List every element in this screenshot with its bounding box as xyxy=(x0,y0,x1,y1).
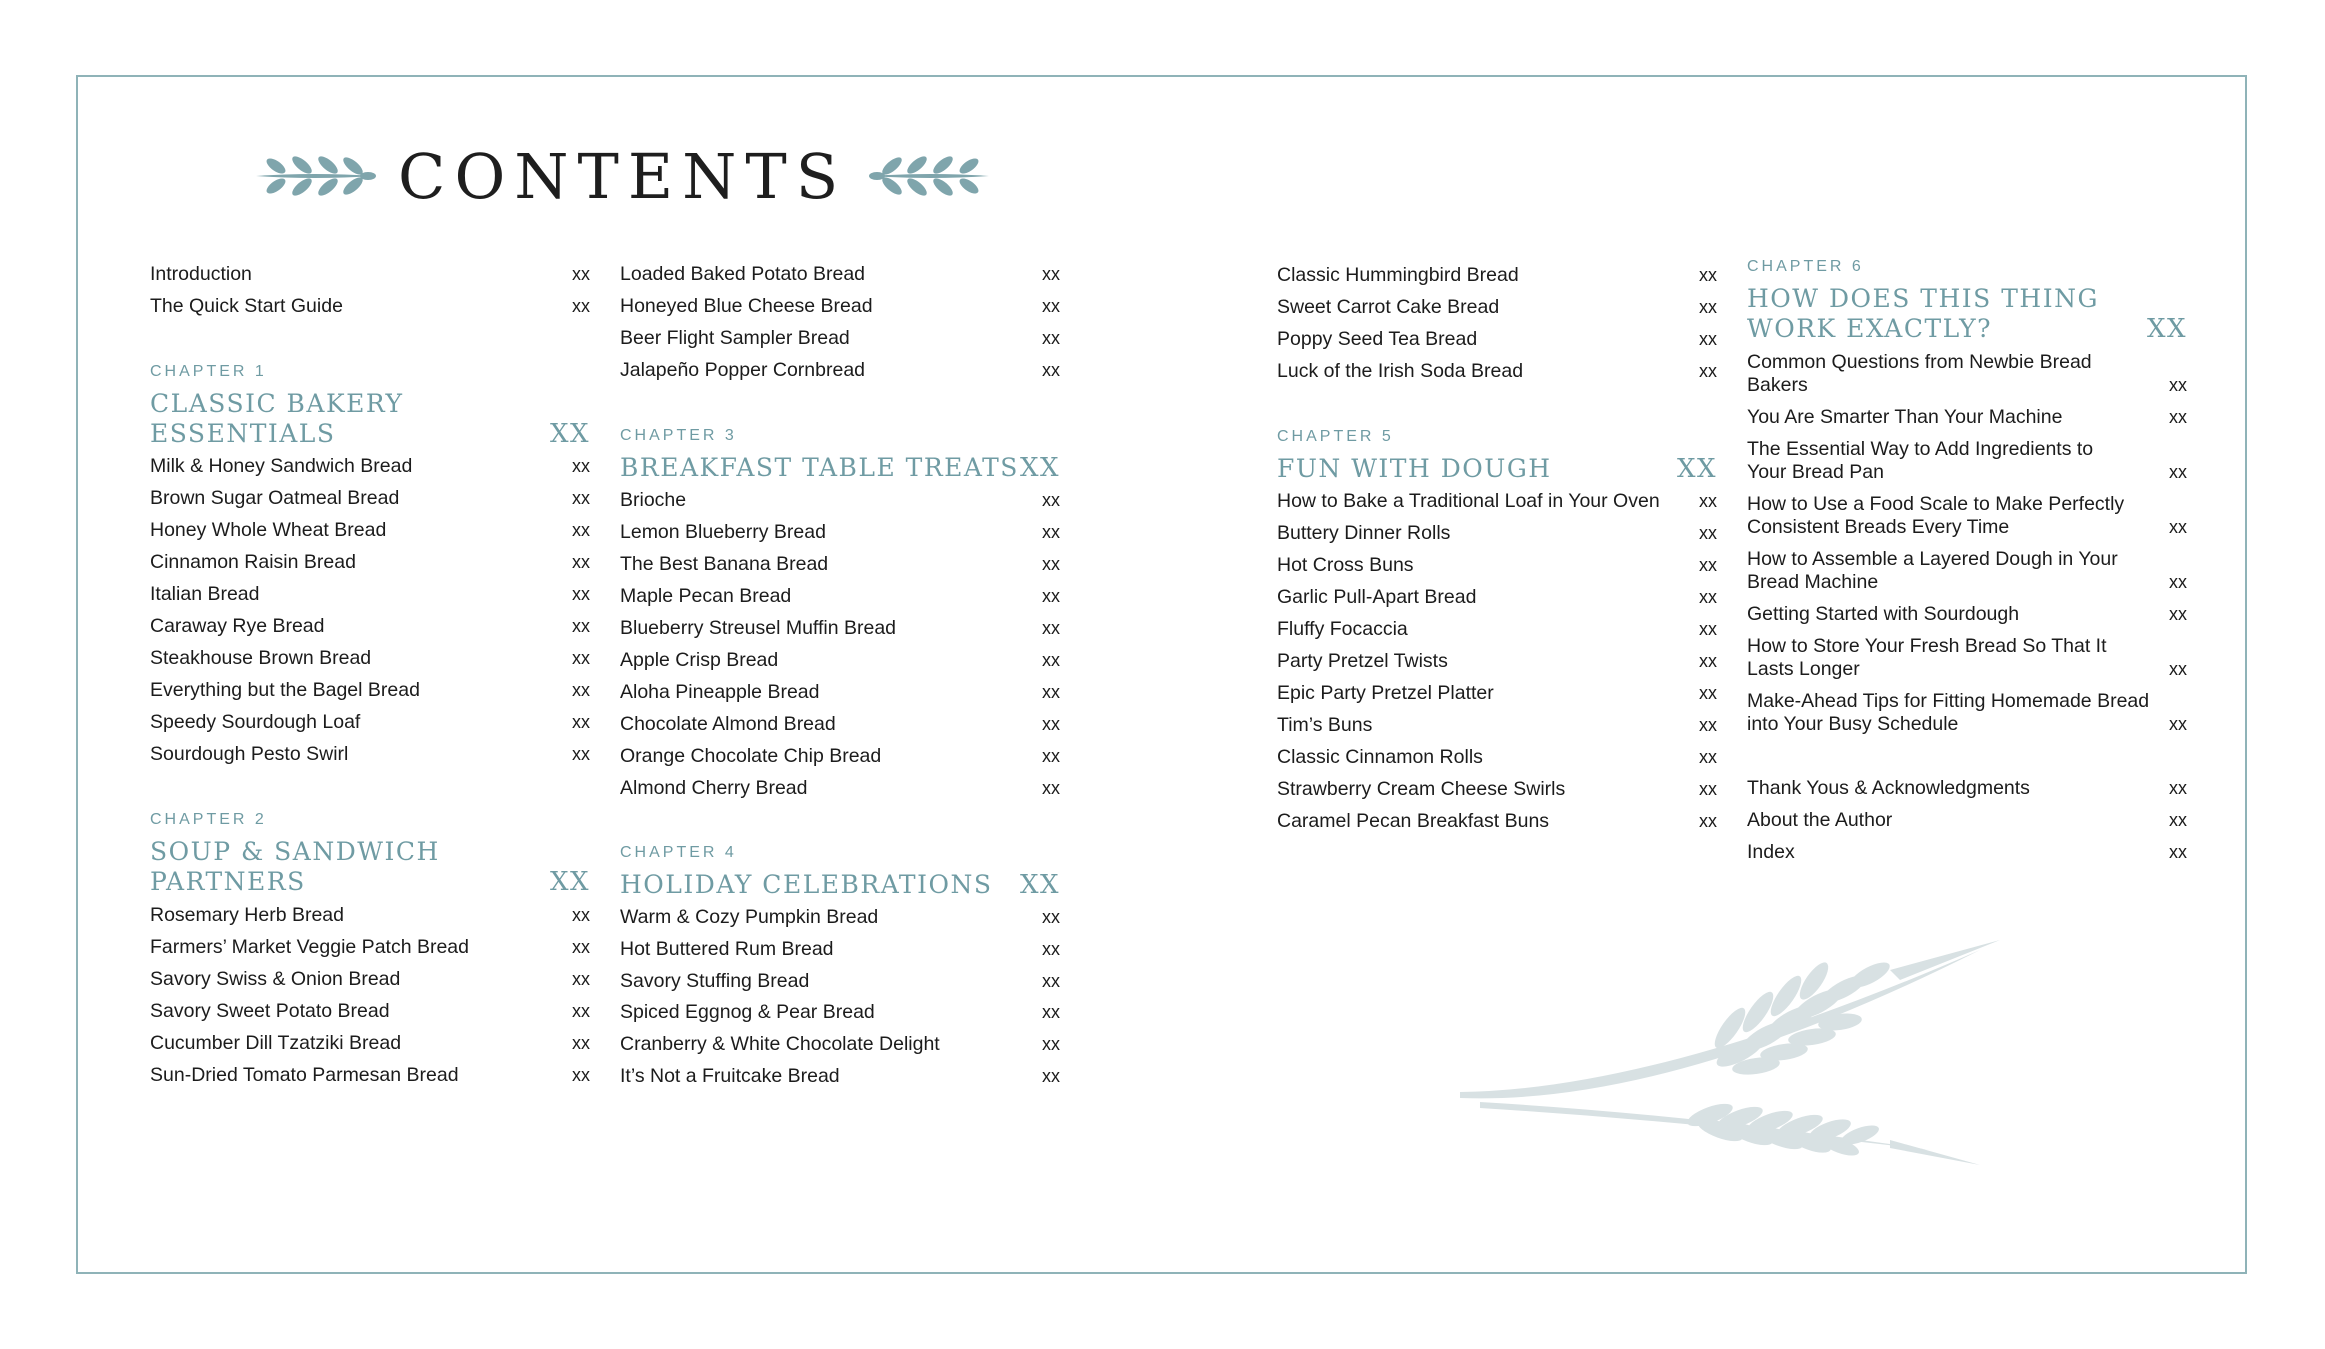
entry-title: Rosemary Herb Bread xyxy=(150,904,344,926)
toc-entry[interactable] xyxy=(1747,438,2187,484)
page-number: xx xyxy=(1042,746,1060,766)
chapter-label: CHAPTER 6 xyxy=(1747,258,1864,275)
page-number: xx xyxy=(572,520,590,540)
toc-entry[interactable] xyxy=(150,743,590,766)
toc-entry[interactable] xyxy=(150,968,590,991)
entry-title: Thank Yous & Acknowledgments xyxy=(1747,777,2030,799)
page-number: xx xyxy=(1699,297,1717,317)
entry-title: Buttery Dinner Rolls xyxy=(1277,522,1451,544)
toc-entry[interactable] xyxy=(620,713,1060,736)
toc-entry[interactable] xyxy=(1277,778,1717,801)
page-title: CONTENTS xyxy=(398,139,848,213)
page-number: XX xyxy=(549,867,590,897)
page-number: xx xyxy=(1042,907,1060,927)
page-number: xx xyxy=(572,552,590,572)
page-number: xx xyxy=(1042,296,1060,316)
chapter-label: CHAPTER 2 xyxy=(150,811,267,828)
page-number: xx xyxy=(572,648,590,668)
chapter-label: CHAPTER 5 xyxy=(1277,428,1394,445)
entry-title: Classic Hummingbird Bread xyxy=(1277,264,1519,286)
entry-title: Savory Sweet Potato Bread xyxy=(150,1000,390,1022)
entry-title: Savory Stuffing Bread xyxy=(620,970,810,992)
toc-entry[interactable] xyxy=(150,1032,590,1055)
page-number: XX xyxy=(1019,870,1060,900)
toc-entry[interactable] xyxy=(620,1001,1060,1024)
page-number: xx xyxy=(1699,491,1717,511)
toc-entry[interactable] xyxy=(1747,777,2187,800)
toc-entry[interactable] xyxy=(1277,490,1717,513)
toc-entry[interactable] xyxy=(1277,328,1717,351)
toc-entry[interactable] xyxy=(1747,548,2187,594)
entry-title: Fluffy Focaccia xyxy=(1277,618,1408,640)
entry-title: Party Pretzel Twists xyxy=(1277,650,1448,672)
toc-entry[interactable] xyxy=(1277,522,1717,545)
page-number: xx xyxy=(1699,683,1717,703)
entry-title: Loaded Baked Potato Bread xyxy=(620,263,866,285)
page-number: xx xyxy=(2169,517,2187,537)
page-number: xx xyxy=(572,1033,590,1053)
toc-entry[interactable] xyxy=(1277,650,1717,673)
page-number: xx xyxy=(572,1001,590,1021)
toc-entry[interactable] xyxy=(620,521,1060,544)
laurel-sprig-icon xyxy=(254,154,376,198)
page-number: XX xyxy=(1676,454,1717,484)
page-number: xx xyxy=(1699,587,1717,607)
entry-title: The Essential Way to Add Ingredients to Your Bread Pan xyxy=(1747,438,2094,483)
page-number: xx xyxy=(1042,618,1060,638)
entry-title: Steakhouse Brown Bread xyxy=(150,647,372,669)
toc-entry[interactable] xyxy=(620,489,1060,512)
toc-entry[interactable] xyxy=(1277,264,1717,287)
toc-entry[interactable] xyxy=(620,649,1060,672)
toc-entry[interactable] xyxy=(150,487,590,510)
page-number: xx xyxy=(572,456,590,476)
entry-title: About the Author xyxy=(1747,809,1893,831)
page-number: xx xyxy=(572,969,590,989)
page-number: xx xyxy=(1699,651,1717,671)
entry-title: It’s Not a Fruitcake Bread xyxy=(620,1065,840,1087)
entry-title: Lemon Blueberry Bread xyxy=(620,521,826,543)
page-number: xx xyxy=(2169,375,2187,395)
entry-title: Brown Sugar Oatmeal Bread xyxy=(150,487,400,509)
entry-title: Poppy Seed Tea Bread xyxy=(1277,328,1478,350)
toc-entry[interactable] xyxy=(150,519,590,542)
entry-title: Cinnamon Raisin Bread xyxy=(150,551,356,573)
entry-title: Sourdough Pesto Swirl xyxy=(150,743,349,765)
entry-title: Spiced Eggnog & Pear Bread xyxy=(620,1001,875,1023)
chapter-title[interactable] xyxy=(150,389,590,449)
page-number: xx xyxy=(1699,265,1717,285)
toc-entry[interactable] xyxy=(620,585,1060,608)
entry-title: Apple Crisp Bread xyxy=(620,649,779,671)
entry-title: Jalapeño Popper Cornbread xyxy=(620,359,866,381)
page-number: xx xyxy=(1042,554,1060,574)
entry-title: Warm & Cozy Pumpkin Bread xyxy=(620,906,879,928)
toc-entry[interactable] xyxy=(620,745,1060,768)
chapter-title[interactable] xyxy=(620,453,1060,483)
toc-entry[interactable] xyxy=(1277,554,1717,577)
toc-entry[interactable] xyxy=(150,711,590,734)
page-number: xx xyxy=(2169,842,2187,862)
entry-title: Milk & Honey Sandwich Bread xyxy=(150,455,413,477)
page-number: xx xyxy=(1042,1066,1060,1086)
toc-entry[interactable] xyxy=(1747,809,2187,832)
page-number: xx xyxy=(572,744,590,764)
toc-entry[interactable] xyxy=(620,617,1060,640)
entry-title: Tim’s Buns xyxy=(1277,714,1373,736)
toc-entry[interactable] xyxy=(150,904,590,927)
page-number: xx xyxy=(1042,1034,1060,1054)
entry-title: The Best Banana Bread xyxy=(620,553,829,575)
toc-entry[interactable] xyxy=(620,1065,1060,1088)
toc-entry[interactable] xyxy=(620,970,1060,993)
entry-title: Almond Cherry Bread xyxy=(620,777,808,799)
toc-entry[interactable] xyxy=(150,263,590,286)
toc-entry[interactable] xyxy=(150,583,590,606)
entry-title: Strawberry Cream Cheese Swirls xyxy=(1277,778,1566,800)
entry-title: Classic Cinnamon Rolls xyxy=(1277,746,1483,768)
entry-title: Farmers’ Market Veggie Patch Bread xyxy=(150,936,469,958)
entry-title: Brioche xyxy=(620,489,687,511)
toc-entry[interactable] xyxy=(1277,746,1717,769)
entry-title: How to Use a Food Scale to Make Perfectly Consistent Breads Every Time xyxy=(1747,493,2125,538)
entry-title: Common Questions from Newbie Bread Bakers xyxy=(1747,351,2092,396)
toc-entry[interactable] xyxy=(1277,714,1717,737)
page-number: xx xyxy=(2169,572,2187,592)
entry-title: You Are Smarter Than Your Machine xyxy=(1747,406,2063,428)
entry-title: Speedy Sourdough Loaf xyxy=(150,711,361,733)
chapter-title-text: FUN WITH DOUGH xyxy=(1277,454,1552,483)
page-number: xx xyxy=(572,488,590,508)
page-number: XX xyxy=(2146,314,2187,344)
toc-entry[interactable] xyxy=(1747,493,2187,539)
entry-title: Make-Ahead Tips for Fitting Homemade Bread into Your Busy Schedule xyxy=(1747,690,2150,735)
toc-entry[interactable] xyxy=(1277,682,1717,705)
chapter-title[interactable] xyxy=(1747,284,2187,344)
toc-entry[interactable] xyxy=(1747,690,2187,736)
laurel-sprig-icon xyxy=(869,154,991,198)
page-number: xx xyxy=(2169,659,2187,679)
page-number: xx xyxy=(572,905,590,925)
entry-title: Sun-Dried Tomato Parmesan Bread xyxy=(150,1064,459,1086)
toc-entry[interactable] xyxy=(1747,841,2187,864)
page-number: xx xyxy=(1699,619,1717,639)
page-number: xx xyxy=(572,1065,590,1085)
entry-title: Luck of the Irish Soda Bread xyxy=(1277,360,1524,382)
toc-entry[interactable] xyxy=(150,647,590,670)
toc-entry[interactable] xyxy=(150,936,590,959)
toc-entry[interactable] xyxy=(620,295,1060,318)
page-number: xx xyxy=(1699,329,1717,349)
toc-entry[interactable] xyxy=(1277,296,1717,319)
entry-title: Savory Swiss & Onion Bread xyxy=(150,968,401,990)
toc-entry[interactable] xyxy=(1277,618,1717,641)
toc-entry[interactable] xyxy=(150,551,590,574)
entry-title: Everything but the Bagel Bread xyxy=(150,679,420,701)
toc-entry[interactable] xyxy=(1277,810,1717,833)
chapter-label: CHAPTER 4 xyxy=(620,844,737,861)
page-number: xx xyxy=(1699,747,1717,767)
toc-entry[interactable] xyxy=(150,455,590,478)
toc-entry[interactable] xyxy=(620,938,1060,961)
entry-title: Caraway Rye Bread xyxy=(150,615,325,637)
toc-entry[interactable] xyxy=(1747,406,2187,429)
page-number: xx xyxy=(572,937,590,957)
chapter-title[interactable] xyxy=(620,870,1060,900)
page-number: xx xyxy=(572,680,590,700)
entry-title: Blueberry Streusel Muffin Bread xyxy=(620,617,897,639)
entry-title: Orange Chocolate Chip Bread xyxy=(620,745,882,767)
page-number: xx xyxy=(2169,604,2187,624)
toc-entry[interactable] xyxy=(1747,351,2187,397)
entry-title: The Quick Start Guide xyxy=(150,295,343,317)
entry-title: Chocolate Almond Bread xyxy=(620,713,836,735)
page-number: xx xyxy=(2169,462,2187,482)
entry-title: Aloha Pineapple Bread xyxy=(620,681,820,703)
toc-entry[interactable] xyxy=(620,1033,1060,1056)
page-number: xx xyxy=(572,296,590,316)
page-number: XX xyxy=(1019,453,1060,483)
entry-title: Index xyxy=(1747,841,1795,863)
page-number: xx xyxy=(1042,328,1060,348)
chapter-title-text: HOW DOES THIS THING WORK EXACTLY? xyxy=(1747,284,2099,343)
toc-entry[interactable] xyxy=(150,615,590,638)
toc-entry[interactable] xyxy=(1277,360,1717,383)
page-number: xx xyxy=(572,712,590,732)
page-number: xx xyxy=(572,584,590,604)
chapter-title-text: HOLIDAY CELEBRATIONS xyxy=(620,870,993,899)
entry-title: Caramel Pecan Breakfast Buns xyxy=(1277,810,1550,832)
page-number: xx xyxy=(1042,971,1060,991)
page-number: xx xyxy=(2169,778,2187,798)
page-number: xx xyxy=(1042,714,1060,734)
page-number: xx xyxy=(1699,779,1717,799)
toc-entry[interactable] xyxy=(150,1000,590,1023)
chapter-label: CHAPTER 3 xyxy=(620,427,737,444)
toc-entry[interactable] xyxy=(1747,603,2187,626)
page-number: xx xyxy=(572,616,590,636)
page-number: xx xyxy=(1042,939,1060,959)
page-number: xx xyxy=(2169,810,2187,830)
toc-entry[interactable] xyxy=(620,359,1060,382)
entry-title: Italian Bread xyxy=(150,583,260,605)
toc-entry[interactable] xyxy=(1747,635,2187,681)
page-number: xx xyxy=(1699,361,1717,381)
page-number: xx xyxy=(1699,715,1717,735)
entry-title: Cranberry & White Chocolate Delight xyxy=(620,1033,940,1055)
page-number: xx xyxy=(1042,490,1060,510)
page-number: xx xyxy=(1699,555,1717,575)
entry-title: Garlic Pull-Apart Bread xyxy=(1277,586,1477,608)
toc-entry[interactable] xyxy=(150,679,590,702)
page-number: xx xyxy=(572,264,590,284)
chapter-title-text: BREAKFAST TABLE TREATS xyxy=(620,453,1019,482)
entry-title: Cucumber Dill Tzatziki Bread xyxy=(150,1032,402,1054)
chapter-title[interactable] xyxy=(150,837,590,897)
page-number: xx xyxy=(1042,264,1060,284)
toc-entry[interactable] xyxy=(1277,586,1717,609)
chapter-label: CHAPTER 1 xyxy=(150,363,267,380)
page-number: xx xyxy=(1042,1002,1060,1022)
entry-title: Sweet Carrot Cake Bread xyxy=(1277,296,1500,318)
entry-title: How to Bake a Traditional Loaf in Your Oven xyxy=(1277,490,1660,512)
entry-title: Getting Started with Sourdough xyxy=(1747,603,2020,625)
toc-entry[interactable] xyxy=(620,553,1060,576)
toc-entry[interactable] xyxy=(620,327,1060,350)
page-number: xx xyxy=(1699,523,1717,543)
entry-title: How to Store Your Fresh Bread So That It Lasts Longer xyxy=(1747,635,2107,680)
chapter-title-text: SOUP & SANDWICH PARTNERS xyxy=(150,837,440,896)
page-number: xx xyxy=(1042,360,1060,380)
page-number: xx xyxy=(1042,522,1060,542)
page-number: xx xyxy=(1699,811,1717,831)
entry-title: Introduction xyxy=(150,263,252,285)
toc-entry[interactable] xyxy=(620,681,1060,704)
chapter-title[interactable] xyxy=(1277,454,1717,484)
toc-entry[interactable] xyxy=(150,295,590,318)
entry-title: Epic Party Pretzel Platter xyxy=(1277,682,1494,704)
entry-title: Honey Whole Wheat Bread xyxy=(150,519,387,541)
page-number: xx xyxy=(1042,650,1060,670)
entry-title: Hot Buttered Rum Bread xyxy=(620,938,834,960)
entry-title: Honeyed Blue Cheese Bread xyxy=(620,295,873,317)
page-number: xx xyxy=(1042,682,1060,702)
toc-entry[interactable] xyxy=(620,906,1060,929)
page-number: xx xyxy=(2169,714,2187,734)
page-number: xx xyxy=(2169,407,2187,427)
chapter-title-text: CLASSIC BAKERY ESSENTIALS xyxy=(150,389,404,448)
contents-heading xyxy=(254,136,991,216)
toc-entry[interactable] xyxy=(150,1064,590,1087)
entry-title: Maple Pecan Bread xyxy=(620,585,792,607)
entry-title: Beer Flight Sampler Bread xyxy=(620,327,850,349)
toc-entry[interactable] xyxy=(620,777,1060,800)
wheat-stalks-icon xyxy=(1460,940,2020,1190)
entry-title: Hot Cross Buns xyxy=(1277,554,1414,576)
page-number: xx xyxy=(1042,586,1060,606)
entry-title: How to Assemble a Layered Dough in Your Bread Machine xyxy=(1747,548,2118,593)
page-number: xx xyxy=(1042,778,1060,798)
toc-entry[interactable] xyxy=(620,263,1060,286)
page-number: XX xyxy=(549,419,590,449)
